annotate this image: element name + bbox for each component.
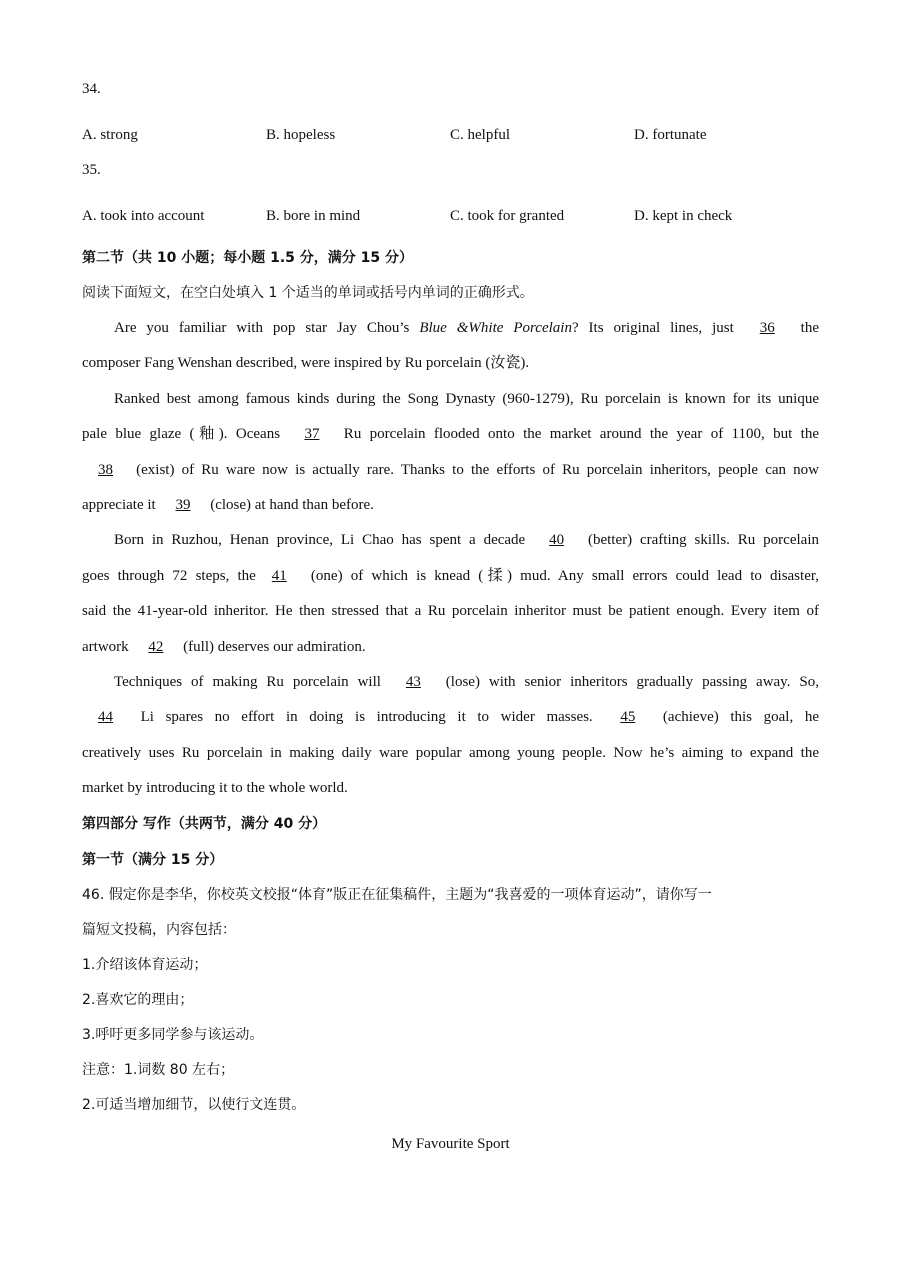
- text: Born in Ruzhou, Henan province, Li Chao has spent a decade: [114, 532, 534, 549]
- passage-line: [82, 523, 819, 558]
- blank-42: 42: [148, 638, 164, 655]
- passage-paragraph-1: [82, 311, 819, 382]
- passage-paragraph-3: [82, 523, 819, 665]
- passage-line: said the 41-year-old inheritor. He then stressed that a Ru porcelain inheritor must be patient enough. Every item of: [82, 603, 819, 620]
- passage-line: [82, 665, 819, 700]
- blank-36: 36: [759, 320, 775, 336]
- note-item: 2.可适当增加细节，以使行文连贯。: [82, 1097, 306, 1114]
- passage-paragraph-4: [82, 665, 819, 807]
- option-a: A. strong: [82, 127, 138, 143]
- question-35-number: 35.: [82, 162, 101, 178]
- essay-title: My Favourite Sport: [391, 1136, 510, 1153]
- blank-41: 41: [271, 567, 287, 584]
- text: (better) crafting skills. Ru porcelain: [580, 532, 819, 549]
- blank-44: 44: [98, 709, 113, 726]
- question-46-line-1: 46. 假定你是李华，你校英文校报“体育”版正在征集稿件，主题为“我喜爱的一项体育运动”，请你写一: [82, 887, 712, 904]
- text: appreciate it: [82, 496, 160, 513]
- blank-39: 39: [175, 496, 191, 513]
- blank-43: 43: [405, 673, 421, 690]
- text: pale blue glaze (釉). Oceans: [82, 426, 289, 443]
- part-4-section-1-heading: 第一节（满分 15 分）: [82, 852, 224, 869]
- section-2-instruction: 阅读下面短文，在空白处填入 1 个适当的单词或括号内单词的正确形式。: [82, 285, 534, 301]
- passage-line: Ranked best among famous kinds during the Song Dynasty (960-1279), Ru porcelain is known for its unique: [114, 390, 819, 407]
- exam-page: [82, 78, 819, 1162]
- text: goes through 72 steps, the: [82, 567, 256, 584]
- text: Techniques of making Ru porcelain will: [114, 673, 390, 690]
- option-d: D. fortunate: [634, 127, 707, 143]
- question-34-options: [82, 111, 819, 159]
- text: (lose) with senior inheritors gradually passing away. So,: [436, 673, 819, 690]
- option-c: C. helpful: [450, 127, 510, 143]
- blank-37: 37: [304, 426, 320, 443]
- text: Are you familiar with pop star Jay Chou’s: [114, 320, 420, 336]
- text: (full) deserves our admiration.: [179, 638, 366, 655]
- passage-line: [82, 453, 819, 488]
- text: ? Its original lines, just: [571, 320, 744, 336]
- blank-45: 45: [620, 709, 636, 726]
- song-title: Blue &White Porcelain: [419, 320, 572, 336]
- blank-40: 40: [549, 532, 565, 549]
- passage-line: [82, 311, 819, 346]
- passage-line: [82, 630, 819, 665]
- text: (close) at hand than before.: [206, 496, 374, 513]
- part-4-heading: 第四部分 写作（共两节，满分 40 分）: [82, 816, 327, 833]
- passage-line: market by introducing it to the whole world.: [82, 780, 348, 797]
- passage-line: [82, 559, 819, 594]
- blank-38: 38: [98, 461, 113, 478]
- question-46-line-2: 篇短文投稿，内容包括：: [82, 922, 236, 939]
- passage-line: [82, 488, 819, 523]
- text: Li spares no effort in doing is introducing it to wider masses.: [129, 709, 605, 726]
- passage-line: creatively uses Ru porcelain in making daily ware popular among young people. Now he’s aiming to expand the: [82, 744, 819, 761]
- text: artwork: [82, 638, 133, 655]
- option-b: B. bore in mind: [266, 208, 361, 224]
- note-item: 注意：1.词数 80 左右；: [82, 1062, 235, 1079]
- text: Ru porcelain flooded onto the market around the year of 1100, but the: [335, 426, 819, 443]
- passage-paragraph-2: [82, 382, 819, 524]
- option-a: A. took into account: [82, 208, 205, 224]
- requirement-item: 2.喜欢它的理由；: [82, 992, 194, 1009]
- section-2-heading: 第二节（共 10 小题；每小题 1.5 分，满分 15 分）: [82, 250, 414, 266]
- requirement-item: 1.介绍该体育运动；: [82, 957, 208, 974]
- question-35-options: [82, 192, 819, 240]
- option-c: C. took for granted: [450, 208, 565, 224]
- text: the: [790, 320, 819, 336]
- passage-line: [82, 700, 819, 735]
- requirement-item: 3.呼吁更多同学参与该运动。: [82, 1027, 264, 1044]
- text: (exist) of Ru ware now is actually rare. Thanks to the efforts of Ru porcelain inheritors, people can now: [129, 461, 819, 478]
- passage-line: composer Fang Wenshan described, were inspired by Ru porcelain (汝瓷).: [82, 355, 530, 372]
- option-b: B. hopeless: [266, 127, 336, 143]
- passage-line: [82, 417, 819, 452]
- text: (achieve) this goal, he: [651, 709, 819, 726]
- text: (one) of which is knead (揉) mud. Any small errors could lead to disaster,: [302, 567, 819, 584]
- option-d: D. kept in check: [634, 208, 733, 224]
- question-34-number: 34.: [82, 81, 101, 97]
